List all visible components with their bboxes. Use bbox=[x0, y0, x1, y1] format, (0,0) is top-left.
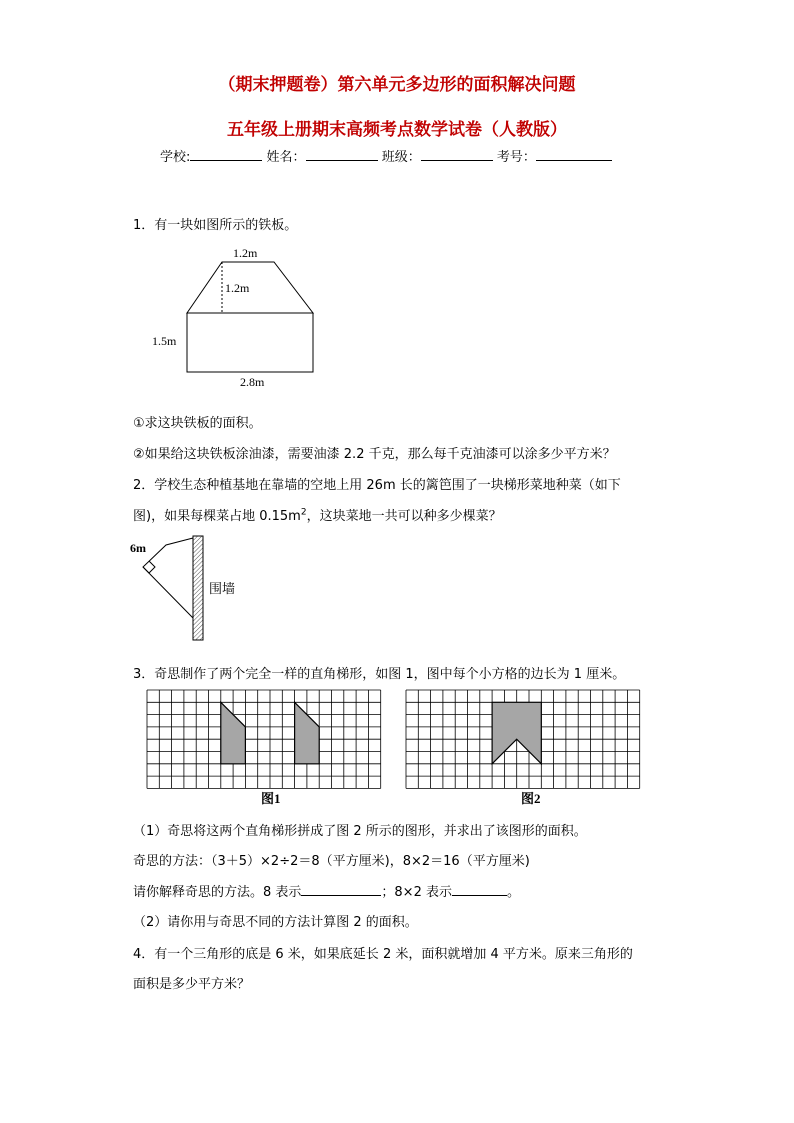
paper-title: （期末押题卷）第六单元多边形的面积解决问题 bbox=[218, 75, 576, 95]
class-label: 班级： bbox=[381, 150, 421, 165]
name-blank[interactable] bbox=[306, 148, 378, 161]
q3-sub1: （1）奇思将这两个直角梯形拼成了图 2 所示的图形，并求出了该图形的面积。 bbox=[133, 824, 587, 839]
q1-sub1: ①求这块铁板的面积。 bbox=[133, 416, 262, 431]
q3-blank-2[interactable] bbox=[452, 883, 507, 896]
q2-wall bbox=[193, 536, 203, 640]
q2-stem-sup: 2 bbox=[300, 507, 307, 518]
q1-rectangle bbox=[187, 313, 313, 372]
q2-stem-line2 bbox=[133, 505, 502, 524]
school-label: 学校: bbox=[160, 150, 191, 165]
number-label: 考号： bbox=[496, 150, 536, 165]
q1-figure bbox=[140, 240, 340, 395]
q3-stem: 3．奇思制作了两个完全一样的直角梯形，如图 1，图中每个小方格的边长为 1 厘米。 bbox=[133, 667, 626, 682]
q3-explain-a: 请你解释奇思的方法。8 表示 bbox=[133, 885, 302, 900]
q2-stem-line1: 2．学校生态种植基地在靠墙的空地上用 26m 长的篱笆围了一块梯形菜地种菜（如下 bbox=[133, 478, 621, 493]
q1-stem: 1．有一块如图所示的铁板。 bbox=[133, 218, 298, 233]
q1-bottom-label: 2.8m bbox=[240, 375, 265, 389]
q3-explain bbox=[133, 881, 520, 900]
q1-top-label: 1.2m bbox=[233, 246, 258, 260]
q1-trapezoid bbox=[187, 262, 313, 313]
q3-sub2: （2）请你用与奇思不同的方法计算图 2 的面积。 bbox=[133, 915, 418, 930]
q3-fig1-caption: 图1 bbox=[261, 791, 281, 806]
q3-blank-1[interactable] bbox=[301, 883, 381, 896]
school-blank[interactable] bbox=[190, 148, 262, 161]
q2-figure bbox=[125, 532, 255, 647]
paper-subtitle: 五年级上册期末高频考点数学试卷（人教版） bbox=[227, 120, 567, 140]
q2-stem-part-a: 图)，如果每棵菜占地 0.15m bbox=[133, 509, 301, 524]
q3-grid-figure2 bbox=[406, 690, 640, 788]
q2-trapezoid bbox=[143, 538, 193, 618]
q2-side-label: 6m bbox=[130, 541, 146, 555]
q3-method: 奇思的方法：（3＋5）×2÷2＝8（平方厘米)，8×2＝16（平方厘米) bbox=[133, 854, 530, 869]
q3-fig2-caption: 图2 bbox=[521, 791, 541, 806]
q1-side-label: 1.5m bbox=[152, 334, 177, 348]
q2-stem-part-b: ，这块菜地一共可以种多少棵菜？ bbox=[306, 509, 502, 524]
student-info-row bbox=[160, 146, 612, 165]
q2-wall-label: 围墙 bbox=[209, 582, 236, 597]
q3-figures bbox=[145, 688, 657, 812]
q4-line1: 4．有一个三角形的底是 6 米，如果底延长 2 米，面积就增加 4 平方米。原来三角形的 bbox=[133, 947, 633, 962]
class-blank[interactable] bbox=[421, 148, 493, 161]
q4-line2: 面积是多少平方米？ bbox=[133, 977, 251, 992]
name-label: 姓名： bbox=[266, 150, 306, 165]
number-blank[interactable] bbox=[536, 148, 612, 161]
q3-explain-c: 。 bbox=[506, 885, 520, 900]
q2-right-angle-mark bbox=[143, 561, 155, 573]
q1-sub2: ②如果给这块铁板涂油漆，需要油漆 2.2 千克，那么每千克油漆可以涂多少平方米？ bbox=[133, 447, 616, 462]
q3-explain-b: ；8×2 表示 bbox=[381, 885, 452, 900]
q3-grid-figure1 bbox=[147, 690, 381, 788]
q1-height-label: 1.2m bbox=[225, 281, 250, 295]
